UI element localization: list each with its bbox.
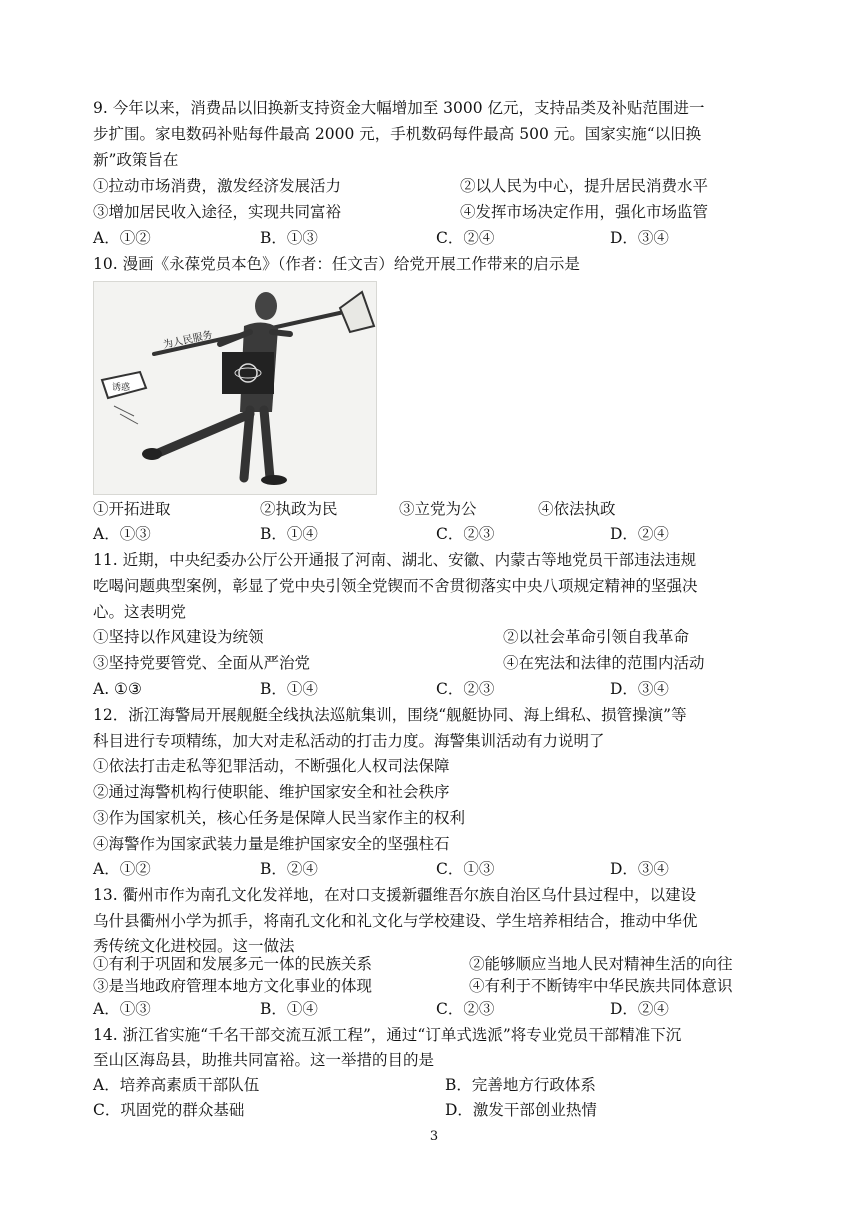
q12-stem-line-1: 12．浙江海警局开展舰艇全线执法巡航集训，围绕“舰艇协同、海上缉私、损管操演”等 [93,706,687,724]
q9-stem-line-1: 9. 今年以来，消费品以旧换新支持资金大幅增加至 3000 亿元，支持品类及补贴范围进一 [93,99,705,117]
q13-choice-a[interactable]: A．①③ [93,1000,151,1018]
q11-stem-line-2: 吃喝问题典型案例，彰显了党中央引领全党锲而不舍贯彻落实中央八项规定精神的坚强决 [93,577,698,595]
q12-choice-d[interactable]: D．③④ [610,860,669,878]
q11-stem-line-3: 心。这表明党 [93,603,187,621]
q12-statement-3: ③作为国家机关，核心任务是保障人民当家作主的权利 [93,809,466,827]
q12-stem-line-2: 科目进行专项精练，加大对走私活动的打击力度。海警集训活动有力说明了 [93,732,605,750]
q13-statements-row-1 [93,952,783,976]
q12-choice-c[interactable]: C．①③ [436,860,495,878]
q9-statements-row-2 [93,200,783,224]
q10-statement-1: ①开拓进取 [93,500,171,518]
q12-choice-a[interactable]: A．①② [93,860,151,878]
q11-choice-b[interactable]: B．①④ [260,680,318,698]
q9-choices [93,226,783,250]
q9-statement-2: ②以人民为中心，提升居民消费水平 [460,177,709,195]
q11-statement-2: ②以社会革命引领自我革命 [503,628,690,646]
q14-stem-line-2: 至山区海岛县，助推共同富裕。这一举措的目的是 [93,1051,435,1069]
q14-stem-line-1: 14. 浙江省实施“千名干部交流互派工程”，通过“订单式选派”将专业党员干部精准下沉 [93,1026,682,1044]
q13-statement-2: ②能够顺应当地人民对精神生活的向往 [469,955,733,973]
q11-statement-1: ①坚持以作风建设为统领 [93,628,264,646]
cartoon-pole-label: 为人民服务 [162,329,214,351]
q11-choice-a[interactable]: A. ①③ [93,680,142,698]
cartoon-shoe-label: 诱惑 [112,383,131,393]
q13-stem-line-1: 13. 衢州市作为南孔文化发祥地，在对口支援新疆维吾尔族自治区乌什县过程中，以建设 [93,886,697,904]
q13-statement-4: ④有利于不断铸牢中华民族共同体意识 [469,977,733,995]
cartoon-illustration [94,282,376,494]
q10-statements [93,497,783,521]
q14-choice-a[interactable]: A．培养高素质干部队伍 [93,1076,260,1094]
q12-choices [93,857,783,881]
q11-choice-d[interactable]: D．③④ [610,680,669,698]
q12-statement-4: ④海警作为国家武装力量是维护国家安全的坚强柱石 [93,835,450,853]
q10-statement-3: ③立党为公 [399,500,477,518]
q13-choice-c[interactable]: C．②③ [436,1000,495,1018]
q14-choice-c[interactable]: C．巩固党的群众基础 [93,1101,245,1119]
q9-stem-line-2: 步扩围。家电数码补贴每件最高 2000 元，手机数码每件最高 500 元。国家实施“以旧换 [93,125,702,143]
q13-choice-d[interactable]: D．②④ [610,1000,669,1018]
q9-choice-a[interactable]: A．①② [93,229,151,247]
q9-stem-line-3: 新”政策旨在 [93,151,179,169]
q9-statements-row-1 [93,174,783,198]
q14-choices-row-1 [93,1073,783,1097]
q14-choices-row-2 [93,1098,783,1122]
q13-choices [93,997,783,1021]
q13-statement-1: ①有利于巩固和发展多元一体的民族关系 [93,955,373,973]
q14-choice-d[interactable]: D．激发干部创业热情 [445,1101,597,1119]
q11-choices [93,677,783,701]
q11-statement-3: ③坚持党要管党、全面从严治党 [93,654,311,672]
q10-statement-4: ④依法执政 [538,500,616,518]
q9-statement-4: ④发挥市场决定作用，强化市场监管 [460,203,709,221]
q10-choices [93,522,783,546]
q9-choice-d[interactable]: D．③④ [610,229,669,247]
q9-choice-b[interactable]: B．①③ [260,229,318,247]
q13-stem-line-2: 乌什县衢州小学为抓手，将南孔文化和礼文化与学校建设、学生培养相结合，推动中华优 [93,912,698,930]
q11-stem-line-1: 11. 近期，中央纪委办公厅公开通报了河南、湖北、安徽、内蒙古等地党员干部违法违规 [93,551,697,569]
q12-statement-1: ①依法打击走私等犯罪活动，不断强化人权司法保障 [93,757,450,775]
q13-statements-row-2 [93,974,783,998]
q10-choice-d[interactable]: D．②④ [610,525,669,543]
q10-statement-2: ②执政为民 [260,500,338,518]
q10-choice-a[interactable]: A．①③ [93,525,151,543]
q10-choice-b[interactable]: B．①④ [260,525,318,543]
q11-statements-row-1 [93,625,783,649]
q9-statement-1: ①拉动市场消费，激发经济发展活力 [93,177,342,195]
q11-choice-c[interactable]: C．②③ [436,680,495,698]
q13-statement-3: ③是当地政府管理本地方文化事业的体现 [93,977,373,995]
page-number: 3 [429,1129,439,1144]
q13-choice-b[interactable]: B．①④ [260,1000,318,1018]
q14-choice-b[interactable]: B．完善地方行政体系 [445,1076,596,1094]
q10-stem-line-1: 10. 漫画《永葆党员本色》（作者：任文吉）给党开展工作带来的启示是 [93,255,580,273]
q13-stem-line-3: 秀传统文化进校园。这一做法 [93,937,295,955]
q11-statements-row-2 [93,651,783,675]
q10-choice-c[interactable]: C．②③ [436,525,495,543]
q12-statement-2: ②通过海警机构行使职能、维护国家安全和社会秩序 [93,783,450,801]
q9-choice-c[interactable]: C．②④ [436,229,495,247]
q10-cartoon [93,281,377,495]
q9-statement-3: ③增加居民收入途径，实现共同富裕 [93,203,342,221]
q11-statement-4: ④在宪法和法律的范围内活动 [503,654,705,672]
q12-choice-b[interactable]: B．②④ [260,860,318,878]
